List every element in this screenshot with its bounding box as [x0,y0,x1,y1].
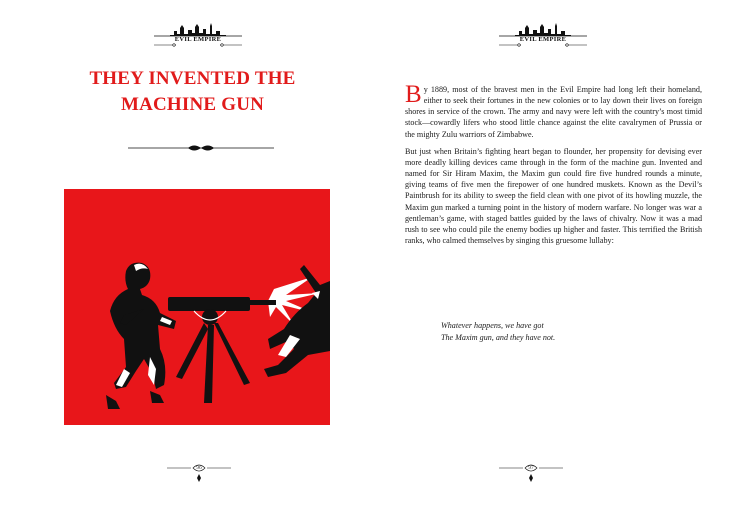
running-header-right [493,22,593,50]
body-text [405,81,702,252]
chapter-title [40,66,345,118]
paragraph-2: But just when Britain’s fighting heart began to flounder, her propensity for devising ever more deadly killing devices came through in the form of the machine gun. Invented and named for Sir Hiram Maxim, the Maxim gun could fire five hundred rounds a minute, giving teams of five men the firepower of one hundred muskets. Known as the Devil’s Paintbrush for its ability to sweep the field clean with one pivot of its howling muzzle, the Maxim gun marked a turning point in the history of modern warfare. No longer was war a gentleman’s game, with staged battles guided by the laws of chivalry. Now it was a mad rush to see who could pile the enemy bodies up higher and faster. This terrified the British ranks, who calmed themselves by singing this gruesome lullaby: [405,146,702,246]
drop-cap: B [405,81,422,108]
header-label: EVIL EMPIRE [519,36,567,43]
header-label: EVIL EMPIRE [174,36,222,43]
folio-left [167,462,231,484]
ornament-divider-icon [128,142,274,154]
verse-quote [441,320,661,343]
chapter-title-line-2: MACHINE GUN [120,94,265,115]
right-page [367,0,735,520]
machine-gun-illustration [64,189,330,425]
paragraph-1-text: y 1889, most of the bravest men in the Evil Empire had long left their homeland, either to seek their fortunes in the new colonies or to lay down their lives on foreign shores in service of the crown. The army and navy were left with the country’s most timid stock—cowardly lifers who stood little chance against the elite cavalrymen of Prussia or the mighty Zulu warriors of Zimbabwe. [405,85,702,139]
page-number: 97 [528,465,534,471]
running-header-left [148,22,248,50]
left-page [0,0,367,520]
verse-line-1: Whatever happens, we have got [441,321,544,330]
page-number: 96 [196,465,202,471]
chapter-title-line-1: THEY INVENTED THE [89,68,296,89]
folio-right [499,462,563,484]
verse-line-2: The Maxim gun, and they have not. [441,332,556,342]
paragraph-1 [405,81,702,140]
illustration-svg [64,189,330,425]
